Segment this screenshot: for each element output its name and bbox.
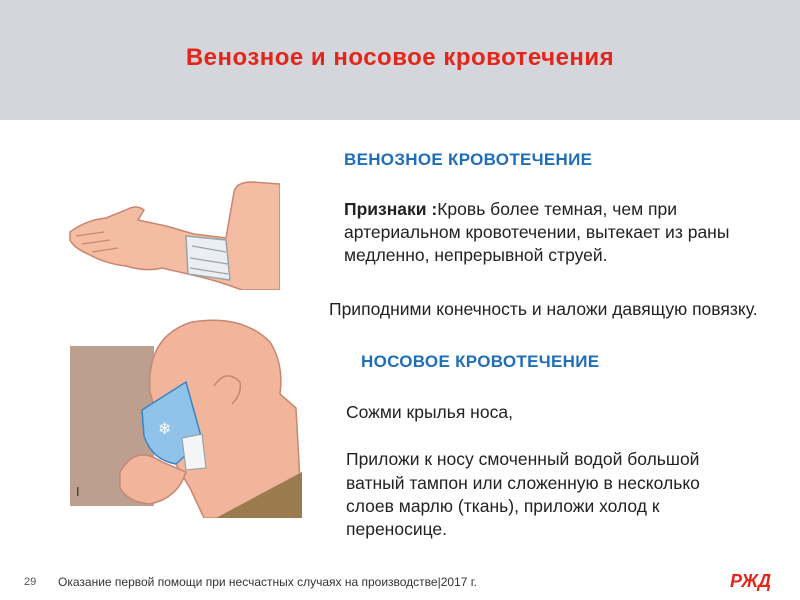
svg-text:❄: ❄ xyxy=(158,419,172,438)
venous-action xyxy=(329,298,784,322)
arm-shape xyxy=(70,182,280,290)
signs-label: Признаки : xyxy=(344,199,438,219)
nasal-action-1-text: Сожми крылья носа, xyxy=(346,402,513,422)
venous-action-text: Приподними конечность и наложи давящую повязку. xyxy=(329,299,758,319)
venous-signs xyxy=(344,198,784,267)
rzd-logo xyxy=(728,570,784,592)
signs-text: Кровь более темная, чем при артериальном кровотечении, вытекает из раны медленно, непрерывной струей. xyxy=(344,199,730,265)
figure-marker: I xyxy=(76,484,80,499)
nasal-action-1 xyxy=(346,401,786,425)
footer-text: Оказание первой помощи при несчастных случаях на производстве|2017 г. xyxy=(58,575,477,589)
slide-title: Венозное и носовое кровотечения xyxy=(185,44,615,71)
nasal-action-2 xyxy=(346,448,726,541)
nasal-heading: НОСОВОЕ КРОВОТЕЧЕНИЕ xyxy=(361,352,600,371)
bandaged-arm-illustration xyxy=(66,180,280,290)
nasal-action-2-text: Приложи к носу смоченный водой большой ватный тампон или сложенную в несколько слоев марлю (ткань), приложи холод к переносице. xyxy=(346,449,700,539)
page-number: 29 xyxy=(24,576,37,588)
rzd-logo-text: РЖД xyxy=(730,571,772,591)
cotton-pad-icon xyxy=(182,434,206,470)
nosebleed-illustration xyxy=(66,312,302,518)
venous-heading: ВЕНОЗНОЕ КРОВОТЕЧЕНИЕ xyxy=(344,150,593,169)
